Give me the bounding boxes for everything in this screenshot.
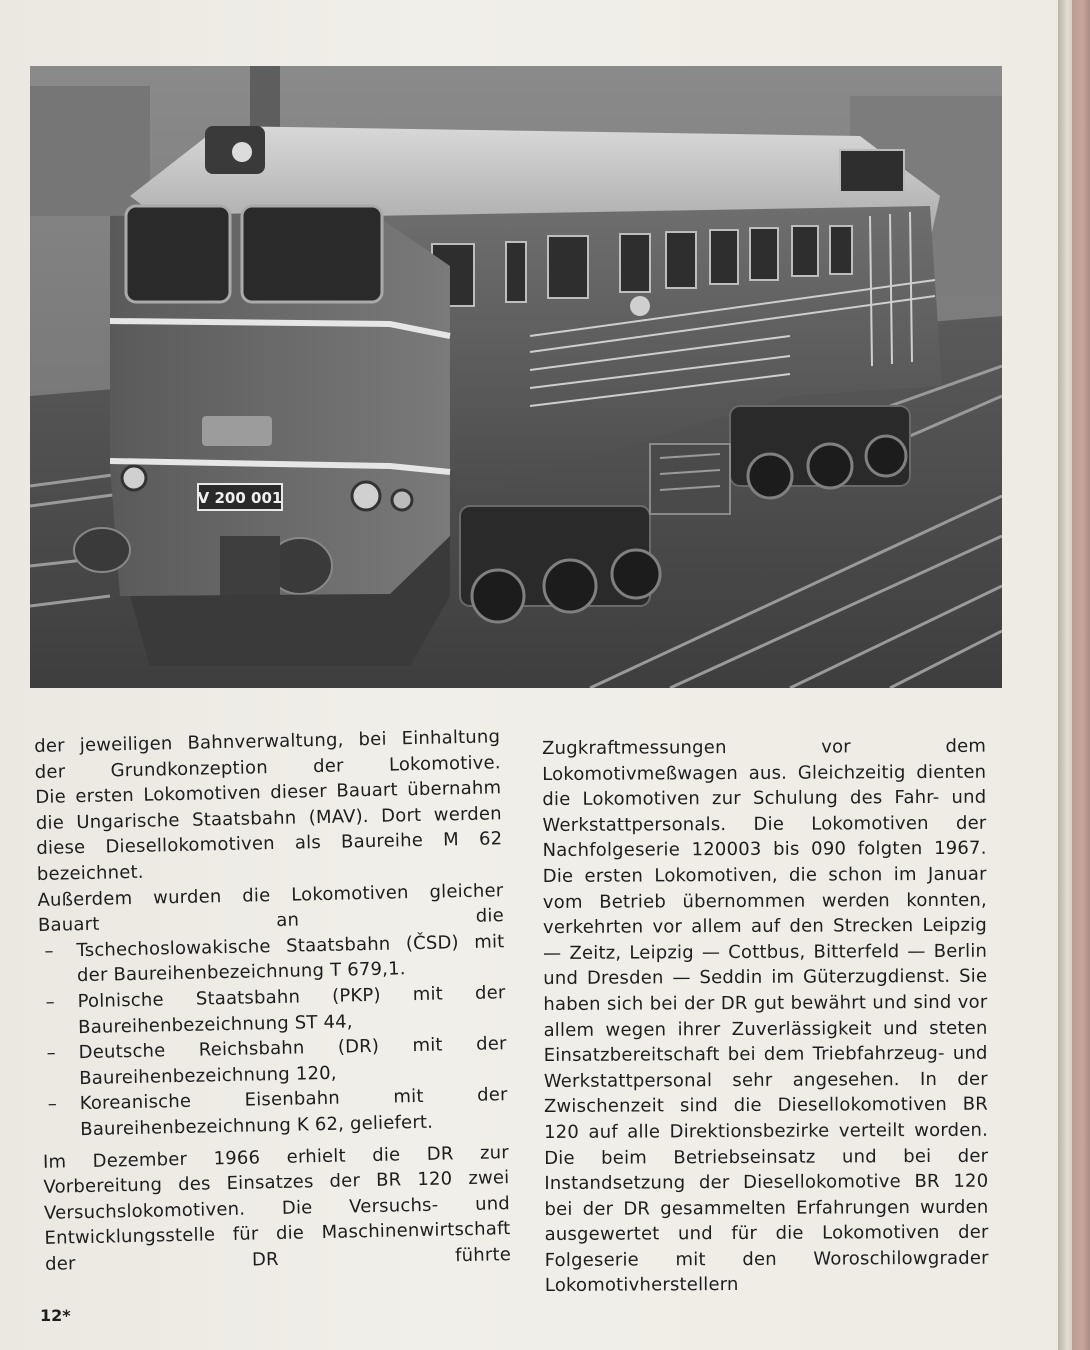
- book-page-edge: [1058, 0, 1090, 1350]
- list-dash: –: [47, 1093, 58, 1116]
- paragraph-intro: der jeweiligen Bahnverwaltung, bei Einhaltung der Grundkonzeption der Lokomotive.: [34, 726, 501, 783]
- list-dash: –: [46, 1042, 57, 1064]
- paragraph-traction-measurements: Zugkraftmessungen vor dem Lokomotivmeßwagen aus. Gleichzeitig dienten die Lokomotiven zur Schulung des Fahr- und Werkstattpersonals. Die Lokomotiven der Nachfolgeserie 120003 bis 090 folgten 1967. Die ersten Lokomotiven, die schon im Januar vom Betrieb übernommen werden konnten, verkehrten vor allem auf den Strecken Leipzig — Zeitz, Leipzig — Cottbus, Bitterfeld — Berlin und Dresden — Seddin im Güterzugdienst. Sie haben sich bei der DR gut bewährt und sind vor allem wegen ihrer Zuverlässigkeit und steten Einsatzbereitschaft bei dem Triebfahrzeug- und Werkstattpersonal sehr angesehen. In der Zwischenzeit sind die Diesellokomotiven BR 120 auf alle Direktionsbezirke verteilt worden.: [542, 735, 989, 1143]
- list-dash: –: [45, 991, 56, 1013]
- paragraph-deliveries-intro: Außerdem wurden die Lokomotiven gleicher Bauart an die: [37, 879, 505, 937]
- locomotive-photo: [30, 66, 1002, 688]
- delivery-list: [38, 929, 508, 1143]
- book-cover-edge: [1072, 0, 1090, 1350]
- list-item: [42, 1082, 509, 1143]
- paragraph-first-locomotives: Die ersten Lokomotiven dieser Bauart übernahm die Ungarische Staatsbahn (MAV). Dort werden diese Diesellokomotiven als Baureihe M 62 bezeichnet.: [35, 777, 503, 885]
- page-number: 12*: [40, 1306, 71, 1325]
- list-dash: –: [44, 940, 54, 962]
- list-item-text: Koreanische Eisenbahn mit der Baureihenbezeichnung K 62, geliefert.: [79, 1084, 508, 1141]
- text-column-right: [542, 734, 989, 1299]
- paragraph-experience: Die beim Betriebseinsatz und bei der Instandsetzung der Diesellokomotive BR 120 bei der DR gesammelten Erfahrungen wurden ausgewertet und für die Lokomotiven der Folgeserie mit den Woroschilowgrader Lokomotivherstellern: [544, 1145, 989, 1297]
- text-column-left: [34, 724, 511, 1277]
- locomotive-number-plate: V 200 001: [197, 489, 283, 507]
- paragraph-december-1966: Im Dezember 1966 erhielt die DR zur Vorbereitung des Einsatzes der BR 120 zwei Versuchslokomotiven. Die Versuchs- und Entwicklungsstelle für die Maschinenwirtschaft der DR führte: [42, 1141, 512, 1275]
- list-item-text: Deutsche Reichsbahn (DR) mit der Baureihenbezeichnung 120,: [78, 1033, 507, 1089]
- list-item-text: Polnische Staatsbahn (PKP) mit der Baureihenbezeichnung ST 44,: [77, 982, 506, 1038]
- list-item-text: Tschechoslowakische Staatsbahn (ČSD) mit der Baureihenbezeichnung T 679,1.: [76, 930, 505, 987]
